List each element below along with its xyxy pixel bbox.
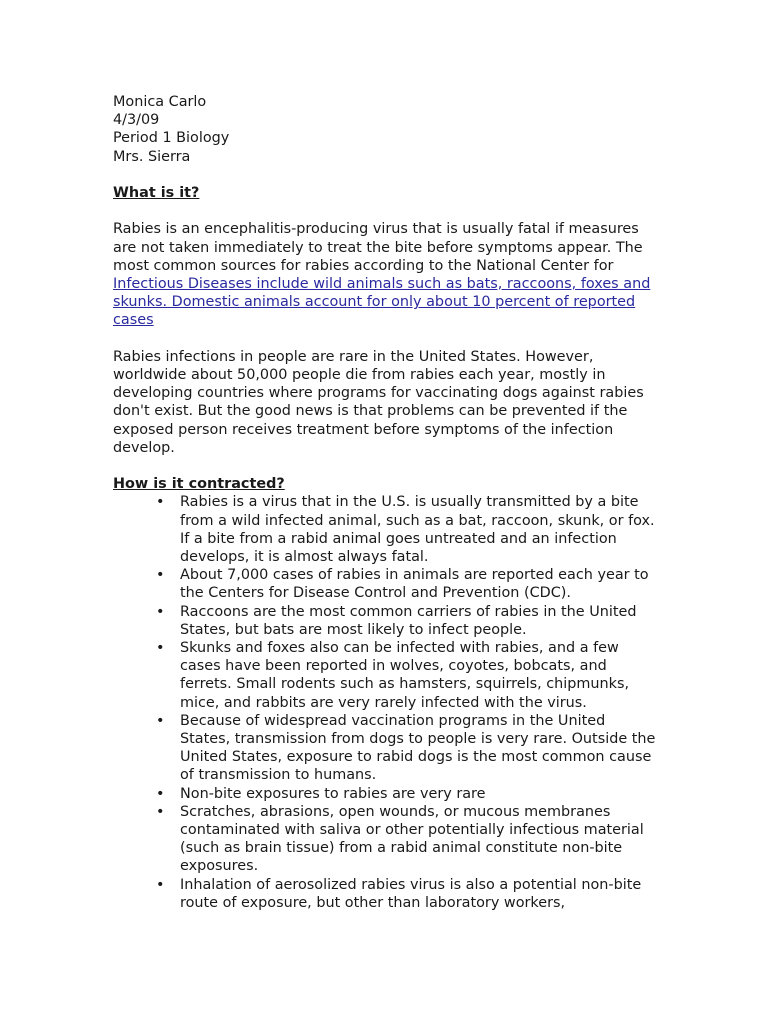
bullet-list xyxy=(113,493,658,912)
list-item-text: Non-bite exposures to rabies are very rare xyxy=(180,785,486,802)
list-item xyxy=(156,712,658,785)
class-period: Period 1 Biology xyxy=(113,130,230,147)
list-item xyxy=(156,639,658,712)
paragraph-worldwide: Rabies infections in people are rare in the United States. However, worldwide about 50,000 people die from rabies each year, mostly in developing countries where programs for vaccinating dogs against rabies don't exist. But the good news is that problems can be prevented if the exposed person receives treatment before symptoms of the infection develop. xyxy=(113,348,644,456)
bullet-marker: • xyxy=(156,803,165,820)
list-item xyxy=(156,785,658,803)
list-item xyxy=(156,603,658,639)
document-page xyxy=(113,93,658,912)
list-item-text: Rabies is a virus that in the U.S. is usually transmitted by a bite from a wild infected animal, such as a bat, raccoon, skunk, or fox. If a bite from a rabid animal goes untreated and an infection develops, it is almost always fatal. xyxy=(180,494,655,566)
list-item xyxy=(156,566,658,602)
bullet-marker: • xyxy=(156,640,165,657)
bullet-marker: • xyxy=(156,494,165,511)
section-heading-how-contracted: How is it contracted? xyxy=(113,476,285,493)
list-item-text: Scratches, abrasions, open wounds, or mucous membranes contaminated with saliva or other potentially infectious material (such as brain tissue) from a rabid animal constitute non-bite exposures. xyxy=(180,803,644,875)
list-item xyxy=(156,876,658,912)
header-block xyxy=(113,93,658,166)
list-item-text: About 7,000 cases of rabies in animals are reported each year to the Centers for Disease Control and Prevention (CDC). xyxy=(180,567,649,602)
list-item xyxy=(156,803,658,876)
bullet-marker: • xyxy=(156,785,165,802)
list-item-text: Inhalation of aerosolized rabies virus is also a potential non-bite route of exposure, but other than laboratory workers, xyxy=(180,876,642,911)
section-heading-what-is-it: What is it? xyxy=(113,185,200,201)
bullet-marker: • xyxy=(156,603,165,620)
list-item-text: Skunks and foxes also can be infected with rabies, and a few cases have been reported in wolves, coyotes, bobcats, and ferrets. Small rodents such as hamsters, squirrels, chipmunks, mice, and rabbits are very rarely infected with the virus. xyxy=(180,640,630,711)
list-item-text: Raccoons are the most common carriers of rabies in the United States, but bats are most likely to infect people. xyxy=(180,603,637,638)
paragraph-intro xyxy=(113,220,658,329)
paragraph-intro-text: Rabies is an encephalitis-producing virus that is usually fatal if measures are not taken immediately to treat the bite before symptoms appear. The most common sources for rabies according to the National Center for xyxy=(113,221,643,274)
document-date: 4/3/09 xyxy=(113,112,160,129)
bullet-marker: • xyxy=(156,567,165,584)
teacher-name: Mrs. Sierra xyxy=(113,148,191,165)
author-name: Monica Carlo xyxy=(113,94,207,110)
infectious-diseases-link[interactable]: Infectious Diseases include wild animals such as bats, raccoons, foxes and skunks. Domestic animals account for only about 10 percent of reported cases xyxy=(113,276,651,329)
bullet-marker: • xyxy=(156,712,165,729)
bullet-marker: • xyxy=(156,876,165,893)
list-item-text: Because of widespread vaccination programs in the United States, transmission from dogs to people is very rare. Outside the United States, exposure to rabid dogs is the most common cause of transmission to humans. xyxy=(180,712,656,784)
list-item xyxy=(156,493,658,566)
